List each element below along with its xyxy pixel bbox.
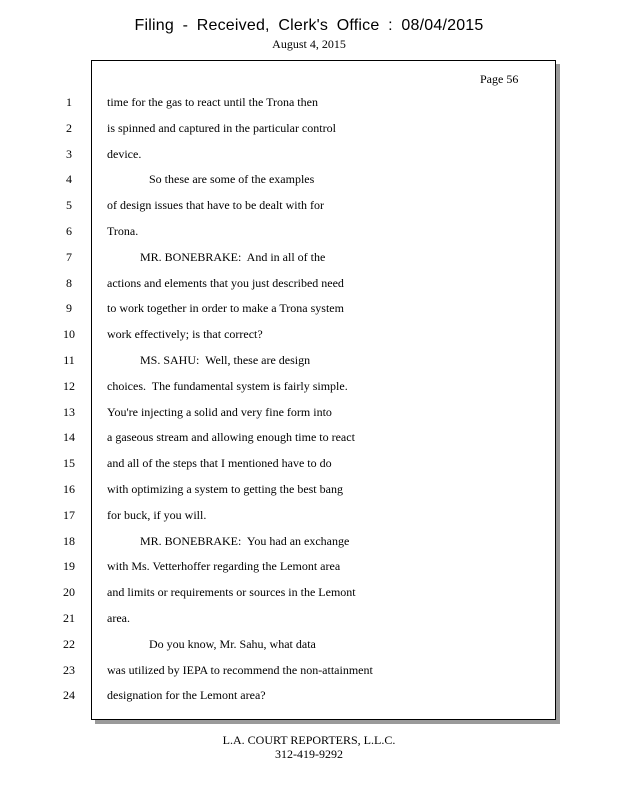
line-number: 15: [63, 456, 75, 470]
transcript-line: was utilized by IEPA to recommend the non-attainment: [107, 663, 373, 677]
transcript-line: for buck, if you will.: [107, 508, 207, 522]
transcript-line: work effectively; is that correct?: [107, 327, 263, 341]
filing-stamp: Filing - Received, Clerk's Office : 08/04/2015: [134, 17, 484, 34]
line-number: 1: [66, 95, 72, 109]
line-number: 4: [66, 172, 72, 186]
line-number: 22: [63, 637, 75, 651]
court-reporter-name: L.A. COURT REPORTERS, L.L.C.: [222, 733, 396, 747]
transcript-line: time for the gas to react until the Trona then: [107, 95, 318, 109]
transcript-line: with Ms. Vetterhoffer regarding the Lemont area: [107, 559, 341, 573]
transcript-line: and limits or requirements or sources in the Lemont: [107, 585, 356, 599]
transcript-line: MR. BONEBRAKE: You had an exchange: [107, 534, 350, 548]
line-number: 19: [63, 559, 75, 573]
transcript-line: MS. SAHU: Well, these are design: [107, 353, 311, 367]
court-reporter-phone: 312-419-9292: [275, 747, 343, 761]
line-number: 14: [63, 430, 75, 444]
transcript-line: choices. The fundamental system is fairly simple.: [107, 379, 348, 393]
line-number: 21: [63, 611, 75, 625]
transcript-line: and all of the steps that I mentioned have to do: [107, 456, 332, 470]
transcript-line: Trona.: [107, 224, 139, 238]
filing-date: August 4, 2015: [272, 37, 346, 51]
line-number: 8: [66, 276, 72, 290]
line-number: 18: [63, 534, 75, 548]
transcript-line: MR. BONEBRAKE: And in all of the: [107, 250, 326, 264]
line-number: 3: [66, 147, 72, 161]
transcript-line: with optimizing a system to getting the best bang: [107, 482, 343, 496]
transcript-line: designation for the Lemont area?: [107, 688, 266, 702]
transcript-line: to work together in order to make a Trona system: [107, 301, 344, 315]
line-number: 9: [66, 301, 72, 315]
transcript-line: area.: [107, 611, 130, 625]
line-number: 13: [63, 405, 75, 419]
line-number: 20: [63, 585, 75, 599]
line-number: 7: [66, 250, 72, 264]
line-number: 2: [66, 121, 72, 135]
line-number: 5: [66, 198, 72, 212]
transcript-line: Do you know, Mr. Sahu, what data: [107, 637, 316, 651]
transcript-line: device.: [107, 147, 142, 161]
line-number: 11: [63, 353, 75, 367]
line-number: 24: [63, 688, 75, 702]
line-number: 23: [63, 663, 75, 677]
transcript-line: So these are some of the examples: [107, 172, 315, 186]
line-number: 10: [63, 327, 75, 341]
line-number: 16: [63, 482, 75, 496]
line-number: 12: [63, 379, 75, 393]
transcript-line: a gaseous stream and allowing enough time to react: [107, 430, 355, 444]
transcript-line: You're injecting a solid and very fine form into: [107, 405, 332, 419]
transcript-line: actions and elements that you just described need: [107, 276, 344, 290]
transcript-line: of design issues that have to be dealt with for: [107, 198, 324, 212]
transcript-line: is spinned and captured in the particular control: [107, 121, 336, 135]
line-number: 17: [63, 508, 75, 522]
page-number: Page 56: [480, 72, 519, 86]
line-number: 6: [66, 224, 72, 238]
